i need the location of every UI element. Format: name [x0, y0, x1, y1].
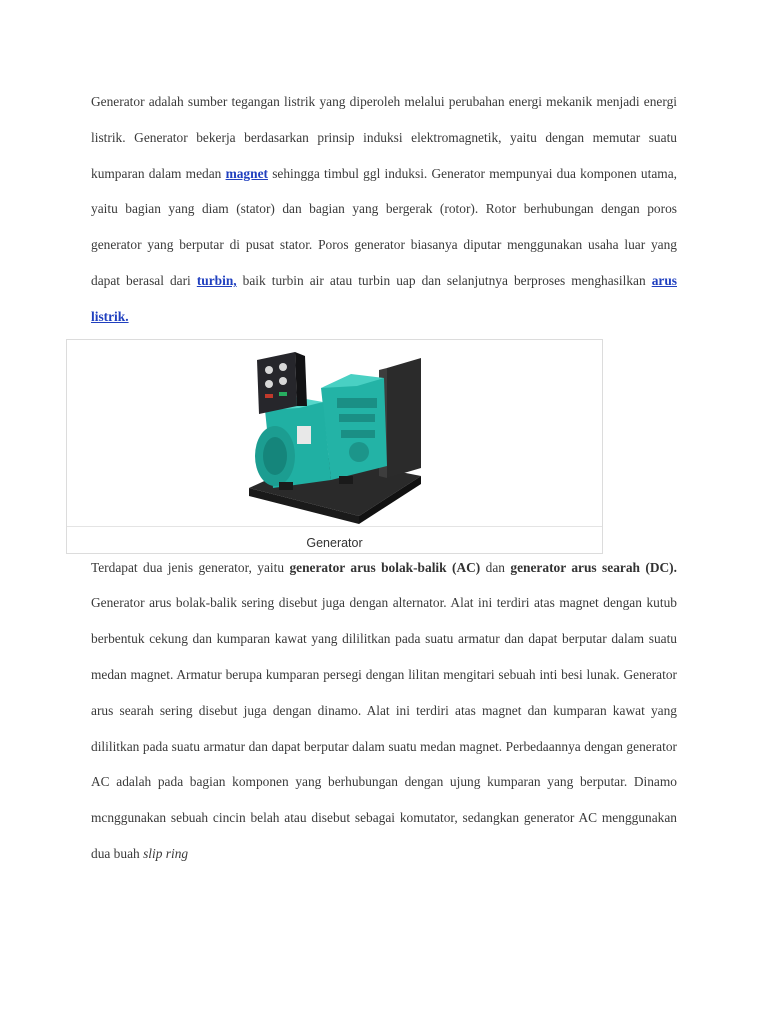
link-arus-listrik[interactable]: arus listrik. [91, 272, 677, 324]
paragraph-intro-text-3: baik turbin air atau turbin uap dan selanjutnya berproses menghasilkan [236, 272, 652, 288]
paragraph-types-text-3: Generator arus bolak-balik sering disebut juga dengan alternator. Alat ini terdiri atas magnet dengan kutub berbentuk cekung dan kumparan kawat yang dililitkan pada suatu armatur dan dapat berputar dalam suatu medan magnet. Armatur berupa kumparan persegi dengan lilitan mengitari sebuah inti besi lunak. Generator arus searah sering disebut juga dengan dinamo. Alat ini terdiri atas magnet dan kumparan kawat yang dililitkan pada suatu armatur dan dapat berputar dalam suatu medan magnet. Perbedaannya dengan generator AC adalah pada bagian komponen yang berhubungan dengan ujung kumparan yang berputar. Dinamo mcnggunakan sebuah cincin belah atau disebut sebagai komutator, sedangkan generator AC menggunakan dua buah [91, 595, 677, 861]
paragraph-intro-text-2: sehingga timbul ggl induksi. Generator mempunyai dua komponen utama, yaitu bagian yang diam (stator) dan bagian yang bergerak (rotor). Rotor berhubungan dengan poros generator yang berputar di pusat stator. Poros generator biasanya diputar menggunakan usaha luar yang dapat berasal dari [91, 165, 677, 288]
paragraph-types-text-2: dan [480, 559, 511, 575]
figure-generator [66, 339, 603, 554]
figure-caption: Generator [306, 535, 363, 550]
paragraph-intro-text-1: Generator adalah sumber tegangan listrik yang diperoleh melalui perubahan energi mekanik menjadi energi listrik. Generator bekerja berdasarkan prinsip induksi elektromagnetik, yaitu dengan memutar suatu kumparan dalam medan [91, 94, 677, 181]
paragraph-types-text-1: Terdapat dua jenis generator, yaitu [91, 559, 290, 575]
generator-set-image [239, 348, 429, 526]
paragraph-types [91, 550, 677, 872]
term-slip-ring: slip ring [143, 845, 189, 861]
paragraph-intro [91, 84, 677, 335]
term-ac-generator: generator arus bolak-balik (AC) [289, 559, 481, 575]
article-body [91, 84, 677, 872]
figure-image-area [67, 340, 602, 527]
term-dc-generator: generator arus searah (DC). [510, 559, 677, 575]
link-magnet[interactable]: magnet [225, 165, 268, 181]
link-turbin[interactable]: turbin, [196, 272, 237, 288]
